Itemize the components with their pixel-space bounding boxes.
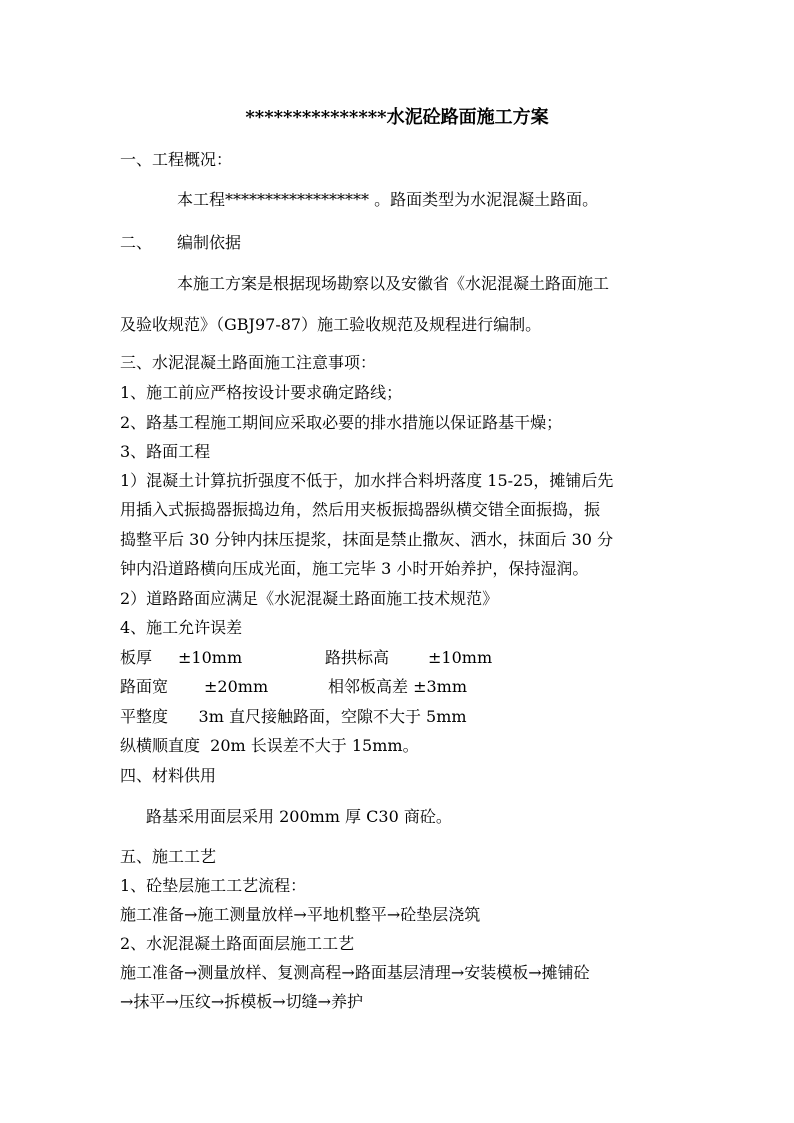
- section-3-item-3-paragraph-1-line-2: 用插入式振捣器振捣边角，然后用夹板振捣器纵横交错全面振捣，振: [120, 500, 601, 519]
- tolerance-value-crown-elevation: ±10mm: [428, 648, 493, 667]
- tolerance-adjacent-slab-height-diff: 相邻板高差 ±3mm: [328, 677, 468, 696]
- tolerance-label-road-width: 路面宽: [120, 677, 169, 696]
- document-title: ***************水泥砼路面施工方案: [245, 107, 549, 128]
- section-2-heading-text: 编制依据: [177, 233, 242, 252]
- tolerance-label-slab-thickness: 板厚: [120, 648, 153, 667]
- section-5-heading: 五、施工工艺: [120, 847, 217, 866]
- section-5-item-2-flow-line-2: →抹平→压纹→拆模板→切缝→养护: [120, 992, 364, 1011]
- tolerance-flatness: 平整度 3m 直尺接触路面，空隙不大于 5mm: [120, 707, 467, 726]
- section-4-body: 路基采用面层采用 200mm 厚 C30 商砼。: [146, 807, 452, 826]
- section-3-item-1: 1、施工前应严格按设计要求确定路线；: [120, 383, 403, 402]
- section-3-item-3-paragraph-1-line-1: 1）混凝土计算抗折强度不低于，加水拌合料坍落度 15-25，摊铺后先: [120, 471, 614, 490]
- section-5-item-1: 1、砼垫层施工工艺流程：: [120, 876, 307, 895]
- tolerance-value-slab-thickness: ±10mm: [178, 648, 243, 667]
- tolerance-label-crown-elevation: 路拱标高: [325, 648, 390, 667]
- section-3-heading: 三、水泥混凝土路面施工注意事项：: [120, 353, 377, 372]
- section-2-body-line-1: 本施工方案是根据现场勘察以及安徽省《水泥混凝土路面施工: [177, 274, 610, 293]
- section-1-heading: 一、工程概况：: [120, 150, 233, 169]
- section-2-body-line-2: 及验收规范》（GBJ97-87）施工验收规范及规程进行编制。: [120, 315, 542, 334]
- section-5-item-2-flow-line-1: 施工准备→测量放样、复测高程→路面基层清理→安装模板→摊铺砼: [120, 963, 590, 982]
- section-5-item-1-flow: 施工准备→施工测量放样→平地机整平→砼垫层浇筑: [120, 905, 481, 924]
- section-5-item-2: 2、水泥混凝土路面面层施工工艺: [120, 934, 355, 953]
- section-3-item-3-paragraph-2: 2）道路路面应满足《水泥混凝土路面施工技术规范》: [120, 589, 499, 608]
- section-3-item-4: 4、施工允许误差: [120, 618, 243, 637]
- tolerance-value-road-width: ±20mm: [204, 677, 269, 696]
- section-1-body: 本工程****************** 。路面类型为水泥混凝土路面。: [177, 190, 599, 209]
- section-3-item-3-paragraph-1-line-3: 捣整平后 30 分钟内抹压提浆，抹面是禁止撒灰、洒水，抹面后 30 分: [120, 530, 614, 549]
- section-2-heading-number: 二、: [120, 233, 153, 252]
- section-3-item-3-paragraph-1-line-4: 钟内沿道路横向压成光面，施工完毕 3 小时开始养护，保持湿润。: [120, 559, 589, 578]
- section-3-item-3: 3、路面工程: [120, 442, 211, 461]
- section-3-item-2: 2、路基工程施工期间应采取必要的排水措施以保证路基干燥；: [120, 413, 563, 432]
- section-4-heading: 四、材料供用: [120, 766, 217, 785]
- tolerance-straightness: 纵横顺直度 20m 长误差不大于 15mm。: [120, 736, 419, 755]
